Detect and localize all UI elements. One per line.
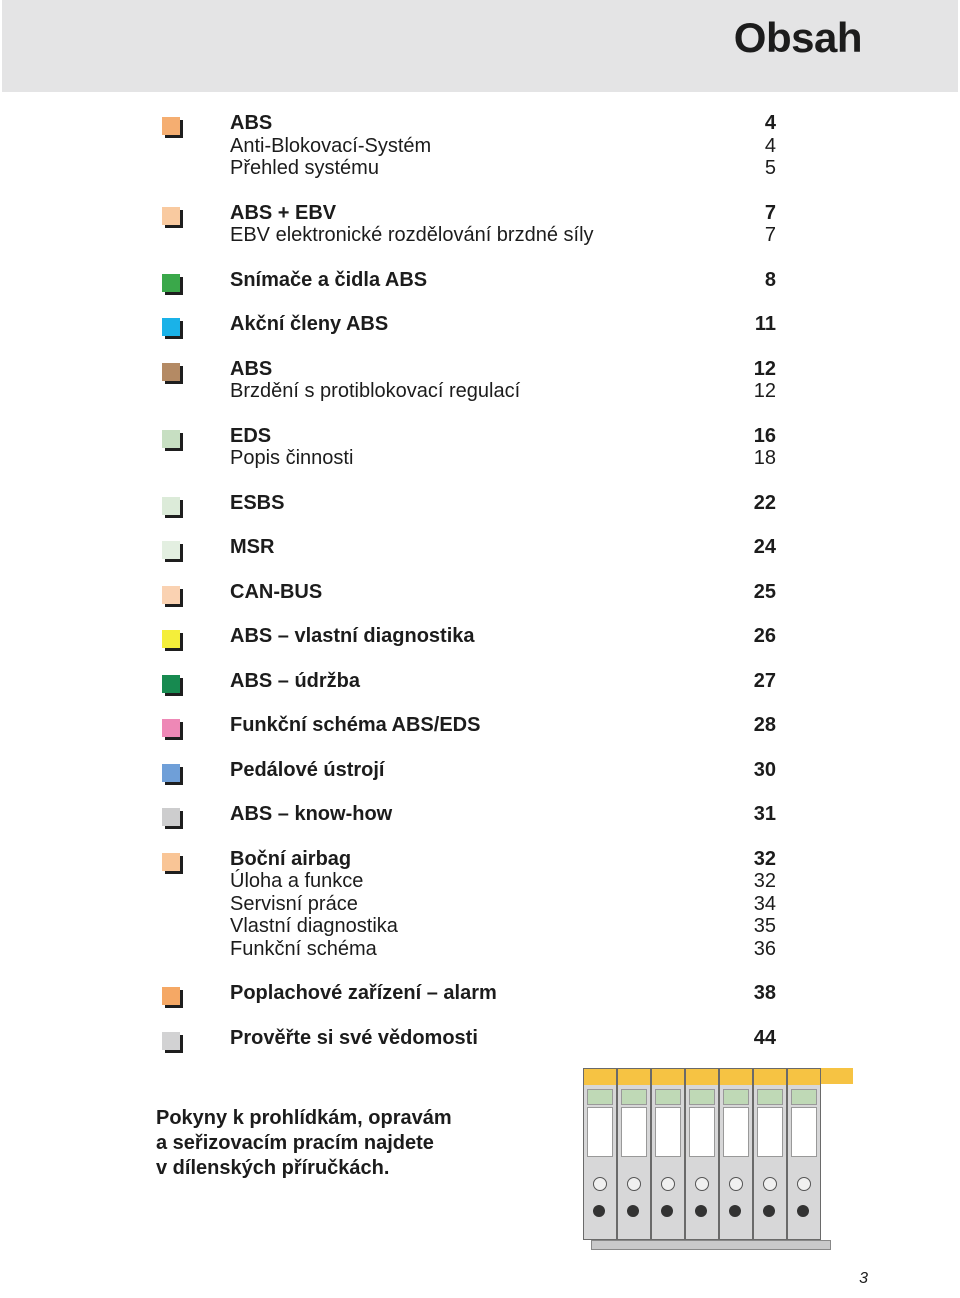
- toc-section: [0, 803, 960, 826]
- binder-logo: [729, 1205, 741, 1217]
- toc-entry-title: ABS – know-how: [230, 803, 393, 825]
- workshop-manual-note: [156, 1106, 452, 1181]
- note-line: Pokyny k prohlídkám, opravám: [156, 1107, 452, 1129]
- binder-icon: [753, 1068, 787, 1240]
- toc-entry[interactable]: [0, 759, 960, 782]
- binder-cap: [618, 1069, 650, 1085]
- toc-entry-page: 44: [753, 1026, 776, 1049]
- binder-cap: [686, 1069, 718, 1085]
- page-number: 3: [859, 1270, 868, 1287]
- toc-entry-title: Akční členy ABS: [230, 313, 389, 335]
- toc-entry-page: 11: [754, 313, 776, 335]
- toc-section: [0, 112, 960, 180]
- toc-entry-title: ESBS: [230, 491, 285, 514]
- toc-entry[interactable]: [0, 380, 960, 403]
- binder-icon: [651, 1068, 685, 1240]
- binder-icon: [719, 1068, 753, 1240]
- binder-hole: [763, 1177, 777, 1191]
- toc-entry-page: 27: [753, 669, 776, 692]
- toc-entry-page: 7: [764, 224, 776, 246]
- toc-entry-title: Anti-Blokovací-Systém: [230, 134, 432, 157]
- toc-entry-title: ABS – vlastní diagnostika: [230, 625, 475, 647]
- binder-lbl: [723, 1089, 749, 1105]
- toc-entry-page: 7: [764, 201, 776, 224]
- toc-entry-page: 4: [764, 134, 776, 157]
- binder-card: [791, 1107, 817, 1157]
- binder-cap: [754, 1069, 786, 1085]
- toc-entry-page: 4: [764, 112, 776, 134]
- toc-entry[interactable]: [0, 536, 960, 559]
- toc-entry-title: Popis činnosti: [230, 447, 354, 469]
- binder-hole: [797, 1177, 811, 1191]
- toc-entry-page: 34: [753, 892, 776, 915]
- toc-entry-title: Poplachové zařízení – alarm: [230, 982, 497, 1004]
- toc-entry-page: 36: [753, 937, 776, 960]
- toc-entry[interactable]: [0, 870, 960, 893]
- toc-entry-page: 32: [753, 847, 776, 870]
- binder-hole: [695, 1177, 709, 1191]
- toc-entry-page: 24: [753, 536, 776, 558]
- toc-entry[interactable]: [0, 893, 960, 916]
- toc-entry[interactable]: [0, 625, 960, 648]
- binder-card: [723, 1107, 749, 1157]
- binder-hole: [661, 1177, 675, 1191]
- binder-cap: [584, 1069, 616, 1085]
- toc-entry[interactable]: [0, 1027, 960, 1050]
- toc-entry-title: CAN-BUS: [230, 580, 323, 603]
- toc-entry[interactable]: [0, 112, 960, 135]
- binder-lbl: [757, 1089, 783, 1105]
- binder-cap: [720, 1069, 752, 1085]
- binder-lbl: [587, 1089, 613, 1105]
- toc-entry-page: 35: [753, 915, 776, 937]
- binder-card: [689, 1107, 715, 1157]
- toc-section: [0, 625, 960, 648]
- toc-entry-title: Funkční schéma: [230, 937, 377, 960]
- toc-entry-title: Úloha a funkce: [230, 870, 364, 892]
- toc-entry-page: 12: [753, 357, 776, 380]
- toc-entry-title: ABS + EBV: [230, 201, 337, 224]
- binder-icon: [617, 1068, 651, 1240]
- toc-entry[interactable]: [0, 915, 960, 938]
- binder-card: [621, 1107, 647, 1157]
- binder-icon: [583, 1068, 617, 1240]
- toc-section: [0, 492, 960, 515]
- toc-entry-page: 8: [764, 268, 776, 291]
- toc-entry[interactable]: [0, 358, 960, 381]
- page-title: Obsah: [733, 14, 862, 61]
- toc-entry[interactable]: [0, 848, 960, 871]
- binder-icon: [821, 1068, 853, 1084]
- binder-logo: [593, 1205, 605, 1217]
- toc-section: [0, 536, 960, 559]
- toc-entry-title: Brzdění s protiblokovací regulací: [230, 380, 521, 402]
- note-line: v dílenských příručkách.: [156, 1157, 390, 1179]
- toc-entry[interactable]: [0, 714, 960, 737]
- toc-entry[interactable]: [0, 269, 960, 292]
- toc-entry[interactable]: [0, 313, 960, 336]
- toc-entry[interactable]: [0, 224, 960, 247]
- toc-entry[interactable]: [0, 938, 960, 961]
- binder-card: [587, 1107, 613, 1157]
- binder-lbl: [791, 1089, 817, 1105]
- binder-logo: [695, 1205, 707, 1217]
- binder-icon: [787, 1068, 821, 1240]
- toc-entry[interactable]: [0, 135, 960, 158]
- binder-lbl: [655, 1089, 681, 1105]
- binder-card: [655, 1107, 681, 1157]
- toc-entry[interactable]: [0, 157, 960, 180]
- toc-entry-page: 30: [753, 758, 776, 781]
- toc-entry-title: Servisní práce: [230, 892, 358, 915]
- toc-section: [0, 313, 960, 336]
- toc-entry[interactable]: [0, 982, 960, 1005]
- toc-entry[interactable]: [0, 670, 960, 693]
- note-line: a seřizovacím pracím najdete: [156, 1132, 434, 1154]
- toc-entry-title: MSR: [230, 536, 275, 558]
- toc-section: [0, 358, 960, 403]
- binder-cap: [788, 1069, 820, 1085]
- toc-section: [0, 581, 960, 604]
- toc-entry-title: Prověřte si své vědomosti: [230, 1026, 478, 1049]
- binder-lbl: [689, 1089, 715, 1105]
- binder-icon: [685, 1068, 719, 1240]
- toc-entry[interactable]: [0, 425, 960, 448]
- toc-entry-page: 28: [753, 714, 776, 736]
- toc-entry-page: 12: [753, 380, 776, 402]
- binder-lbl: [621, 1089, 647, 1105]
- toc-entry[interactable]: [0, 581, 960, 604]
- toc-entry-page: 25: [753, 580, 776, 603]
- toc-entry-page: 22: [753, 491, 776, 514]
- toc-section: [0, 1027, 960, 1050]
- toc-entry-page: 5: [764, 157, 776, 179]
- table-of-contents: [0, 112, 960, 1071]
- toc-entry[interactable]: [0, 202, 960, 225]
- toc-section: [0, 202, 960, 247]
- binder-logo: [797, 1205, 809, 1217]
- toc-entry-title: EDS: [230, 424, 272, 447]
- toc-entry-title: Funkční schéma ABS/EDS: [230, 714, 481, 736]
- binder-hole: [593, 1177, 607, 1191]
- toc-section: [0, 425, 960, 470]
- toc-entry-title: ABS: [230, 112, 273, 134]
- toc-section: [0, 982, 960, 1005]
- binder-logo: [627, 1205, 639, 1217]
- toc-entry-page: 26: [753, 625, 776, 647]
- toc-section: [0, 759, 960, 782]
- toc-entry-page: 31: [753, 803, 776, 825]
- toc-entry[interactable]: [0, 803, 960, 826]
- toc-entry-title: Boční airbag: [230, 847, 352, 870]
- toc-entry-page: 38: [753, 982, 776, 1004]
- workshop-manual-binders-illustration: [583, 1068, 843, 1250]
- toc-entry-title: EBV elektronické rozdělování brzdné síly: [230, 224, 594, 246]
- toc-section: [0, 670, 960, 693]
- binder-hole: [627, 1177, 641, 1191]
- toc-entry-page: 32: [753, 870, 776, 892]
- page-header: [2, 0, 958, 92]
- toc-section: [0, 848, 960, 961]
- toc-section: [0, 269, 960, 292]
- toc-entry-page: 18: [753, 447, 776, 469]
- toc-entry[interactable]: [0, 447, 960, 470]
- toc-entry-title: Snímače a čidla ABS: [230, 268, 428, 291]
- binder-card: [757, 1107, 783, 1157]
- toc-entry-page: 16: [753, 424, 776, 447]
- toc-entry-title: ABS: [230, 357, 273, 380]
- toc-entry[interactable]: [0, 492, 960, 515]
- binder-cap: [652, 1069, 684, 1085]
- binder-shelf: [591, 1240, 831, 1250]
- binder-logo: [661, 1205, 673, 1217]
- toc-entry-title: Přehled systému: [230, 157, 379, 179]
- toc-entry-title: ABS – údržba: [230, 669, 361, 692]
- binder-hole: [729, 1177, 743, 1191]
- toc-entry-title: Vlastní diagnostika: [230, 915, 398, 937]
- toc-section: [0, 714, 960, 737]
- binder-logo: [763, 1205, 775, 1217]
- toc-entry-title: Pedálové ústrojí: [230, 758, 385, 781]
- binder-cap: [821, 1068, 853, 1084]
